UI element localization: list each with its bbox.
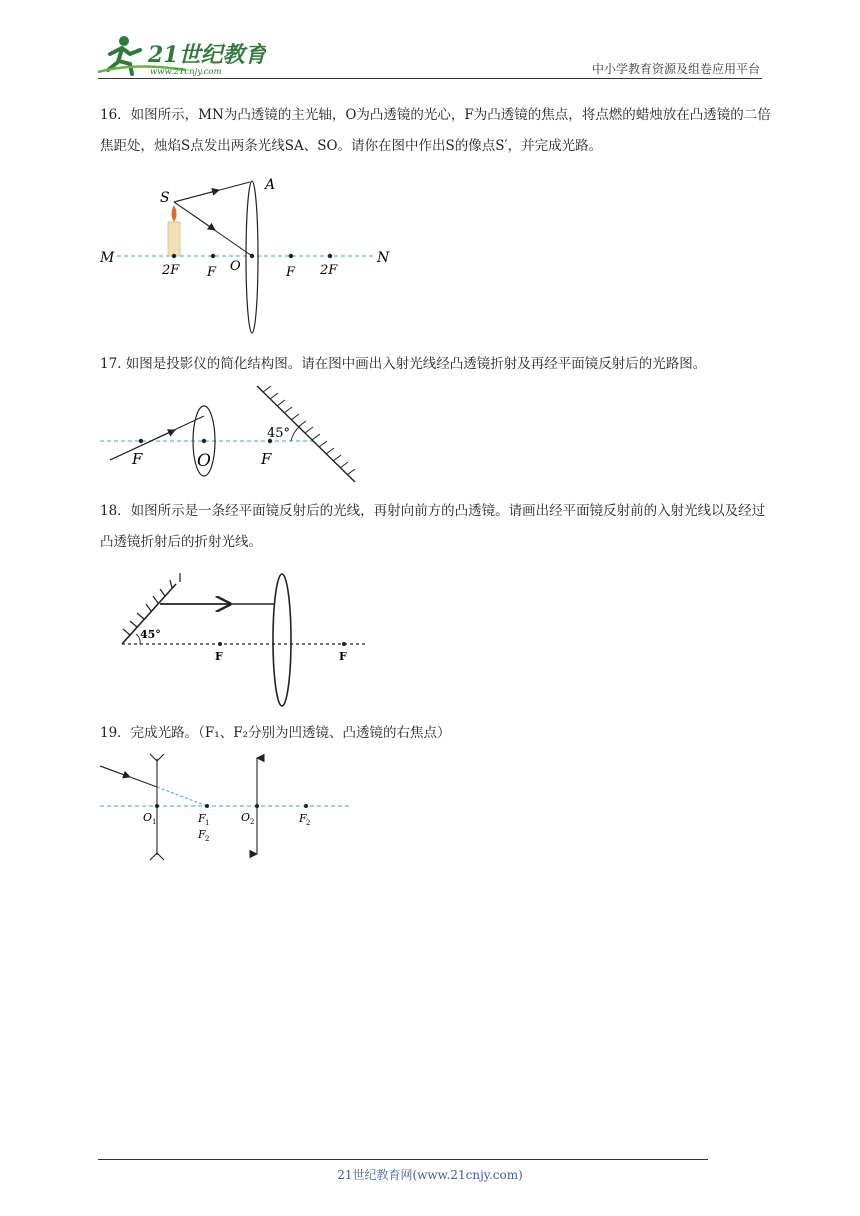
label-s: S — [160, 190, 170, 206]
label-2f-right: 2F — [320, 263, 338, 278]
point-o2 — [255, 804, 259, 808]
footer-divider — [98, 1159, 708, 1160]
header-divider — [98, 78, 762, 79]
label-f2-focus: F — [198, 828, 206, 841]
label-o2-sub: 2 — [250, 818, 255, 826]
label-2f-left: 2F — [162, 263, 180, 278]
question-17-figure — [95, 380, 375, 485]
question-17-text: 17. 如图是投影仪的简化结构图。请在图中画出入射光线经凸透镜折射及再经平面镜反射后的光路图。 — [100, 356, 707, 372]
label-m: M — [100, 250, 115, 266]
point-2f-right — [328, 254, 332, 258]
label-f-left: F — [132, 450, 143, 468]
label-f-left: F — [207, 265, 217, 280]
question-18-text: 18．如图所示是一条经平面镜反射后的光线，再射向前方的凸透镜。请画出经平面镜反射前的入射光线以及经过凸透镜折射后的折射光线。 — [100, 503, 766, 550]
label-f-right: F — [339, 650, 347, 663]
label-f1: F — [198, 812, 206, 825]
logo-text: 21世纪教育 — [148, 42, 266, 68]
label-f2-sub: 2 — [306, 819, 311, 827]
label-n: N — [377, 250, 390, 266]
label-f2-focus-sub: 2 — [205, 835, 210, 843]
point-f-left — [218, 642, 222, 646]
label-f-left: F — [215, 650, 223, 663]
question-16-figure — [95, 172, 395, 334]
point-f-right — [342, 642, 346, 646]
label-angle: 45° — [140, 628, 161, 641]
point-f2 — [304, 804, 308, 808]
candle-flame — [172, 205, 177, 222]
candle — [168, 222, 180, 256]
label-f2: F — [299, 812, 307, 825]
question-18-figure — [110, 568, 375, 710]
point-f-right — [289, 254, 293, 258]
point-o1 — [155, 804, 159, 808]
angle-arc — [291, 426, 300, 441]
question-19-text: 19．完成光路。（F₁、F₂分别为凹透镜、凸透镜的右焦点） — [100, 725, 451, 741]
label-o: O — [197, 451, 211, 471]
logo-url: www.21cnjy.com — [150, 67, 222, 77]
label-o2: O — [241, 811, 251, 824]
point-o — [250, 254, 254, 258]
point-f1 — [205, 804, 209, 808]
point-2f-left — [172, 254, 176, 258]
site-logo — [96, 32, 266, 78]
point-o — [202, 439, 206, 443]
label-f-right: F — [261, 450, 272, 468]
label-o: O — [230, 259, 241, 274]
point-f-left — [139, 439, 143, 443]
footer-link[interactable]: 21世纪教育网(www.21cnjy.com) — [337, 1168, 523, 1182]
label-f1-sub: 1 — [205, 819, 210, 827]
question-16-text: 16．如图所示，MN为凸透镜的主光轴，O为凸透镜的光心，F为凸透镜的焦点，将点燃的蜡烛放在凸透镜的二倍焦距处，烛焰S点发出两条光线SA、SO。请你在图中作出S的像点S′，并完成光路。 — [100, 107, 771, 154]
site-slogan: 中小学教育资源及组卷应用平台 — [591, 62, 760, 76]
label-angle: 45° — [267, 426, 291, 441]
label-f-right: F — [286, 265, 296, 280]
question-19-figure — [95, 752, 357, 862]
label-o1: O — [143, 811, 153, 824]
convex-lens — [273, 574, 291, 706]
extension-line — [157, 787, 207, 806]
label-o1-sub: 1 — [152, 818, 157, 826]
label-a: A — [265, 177, 276, 193]
point-f-left — [211, 254, 215, 258]
